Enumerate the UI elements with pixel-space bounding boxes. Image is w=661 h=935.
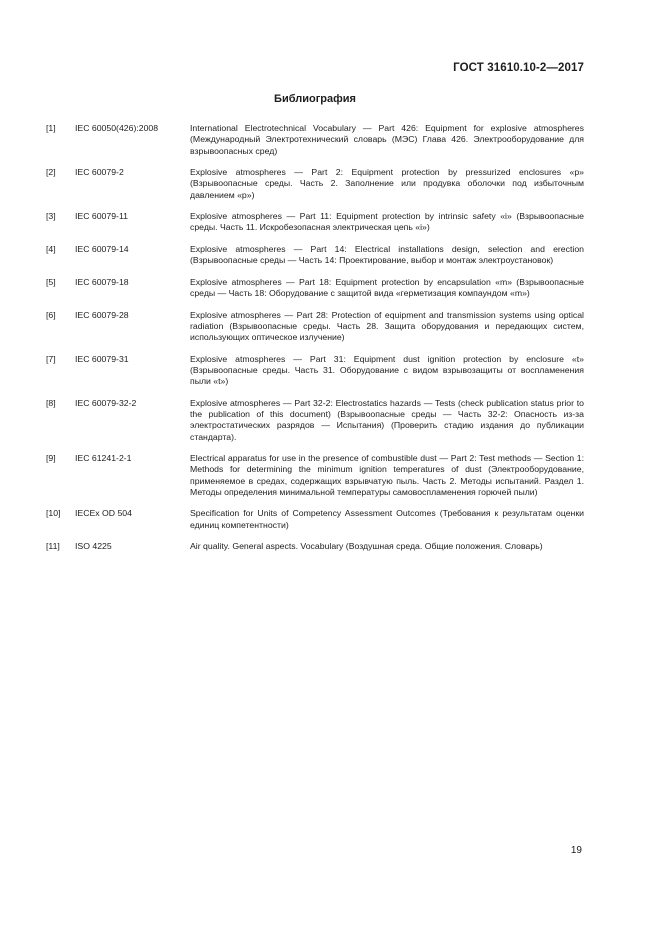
entry-code: IECEx OD 504: [75, 508, 132, 519]
bibliography-entry: [46, 310, 584, 344]
entry-code: IEC 60079-2: [75, 167, 124, 178]
entry-text: Explosive atmospheres — Part 28: Protection of equipment and transmission systems using optical radiation (Взрывоопасные среды. Часть 28. Защита оборудования и передающих систем, использующих оптическое излучение): [190, 309, 584, 343]
entry-number: [5]: [46, 276, 56, 287]
entry-text: Explosive atmospheres — Part 32-2: Electrostatics hazards — Tests (check publication status prior to the publication of this document) (Взрывоопасные среды — Часть 32-2: Опасность из-за электростатических разрядов — Испытания) (Проверить стадию издания до публикации стандарта).: [190, 397, 584, 442]
entry-code: IEC 60079-32-2: [75, 397, 137, 408]
bibliography-entry: [46, 123, 584, 157]
entry-text: International Electrotechnical Vocabulary — Part 426: Equipment for explosive atmospheres (Международный Электротехнический словарь (МЭС) Глава 426. Электрооборудование для взрывоопасных сред): [190, 123, 584, 156]
entry-number: [1]: [46, 123, 56, 133]
standard-designation: ГОСТ 31610.10-2—2017: [453, 62, 584, 74]
bibliography-entry: [46, 244, 584, 267]
entry-code: IEC 60050(426):2008: [75, 123, 159, 133]
entry-text: Specification for Units of Competency Assessment Outcomes (Требования к результатам оценки единиц компетентности): [190, 508, 584, 530]
bibliography-entry: [46, 211, 584, 234]
entry-number: [2]: [46, 167, 56, 178]
entry-number: [6]: [46, 309, 56, 320]
entry-code: IEC 60079-14: [75, 243, 129, 254]
entry-code: IEC 60079-18: [75, 276, 129, 287]
entry-code: ISO 4225: [75, 541, 112, 552]
entry-number: [4]: [46, 243, 56, 254]
entry-code: IEC 60079-31: [75, 353, 129, 364]
bibliography-entry: [46, 167, 584, 201]
entry-text: Explosive atmospheres — Part 31: Equipment dust ignition protection by enclosure «t» (Взрывоопасные среды. Часть 31. Оборудование с видом взрывозащиты от воспламенения пыли «t»): [190, 353, 584, 387]
bibliography-entry: [46, 508, 584, 531]
bibliography-entry: [46, 277, 584, 300]
entry-code: IEC 60079-11: [75, 211, 128, 222]
entry-text: Explosive atmospheres — Part 14: Electrical installations design, selection and erection (Взрывоопасные среды — Часть 14: Проектирование, выбор и монтаж электроустановок): [190, 243, 584, 266]
entry-number: [10]: [46, 508, 61, 519]
entry-number: [9]: [46, 453, 56, 464]
bibliography-entry: [46, 398, 584, 443]
entry-code: IEC 60079-28: [75, 309, 129, 320]
entry-text: Air quality. General aspects. Vocabulary (Воздушная среда. Общие положения. Словарь): [190, 541, 543, 552]
entry-text: Explosive atmospheres — Part 2: Equipment protection by pressurized enclosures «p» (Взрывоопасные среды. Часть 2. Заполнение или продувка оболочки под избыточным давлением «p»): [190, 167, 584, 200]
bibliography-entry: [46, 453, 584, 498]
entry-text: Explosive atmospheres — Part 11: Equipment protection by intrinsic safety «i» (Взрывоопасные среды. Часть 11. Искробезопасная электрическая цепь «i»): [190, 211, 584, 233]
bibliography-entry: [46, 354, 584, 388]
entry-text: Explosive atmospheres — Part 18: Equipment protection by encapsulation «m» (Взрывоопасные среды — Часть 18: Оборудование с защитой вида «герметизация компаундом «m»): [190, 276, 584, 299]
page-number: 19: [570, 845, 582, 856]
entry-number: [7]: [46, 353, 56, 364]
bibliography-entry: [46, 541, 584, 552]
bibliography-list: [46, 123, 584, 563]
entry-text: Electrical apparatus for use in the presence of combustible dust — Part 2: Test methods — Section 1: Methods for determining the minimum ignition temperatures of dust (Электрооборудование, применяемое в средах, содержащих взрывчатую пыль. Часть 2. Методы испытаний. Раздел 1. Методы определения минимальной температуры самовоспламенения горючей пыли): [190, 453, 584, 497]
entry-number: [3]: [46, 211, 56, 222]
entry-number: [11]: [46, 541, 60, 552]
entry-number: [8]: [46, 397, 56, 408]
entry-code: IEC 61241-2-1: [75, 453, 132, 464]
page-title: Библиография: [274, 93, 356, 105]
